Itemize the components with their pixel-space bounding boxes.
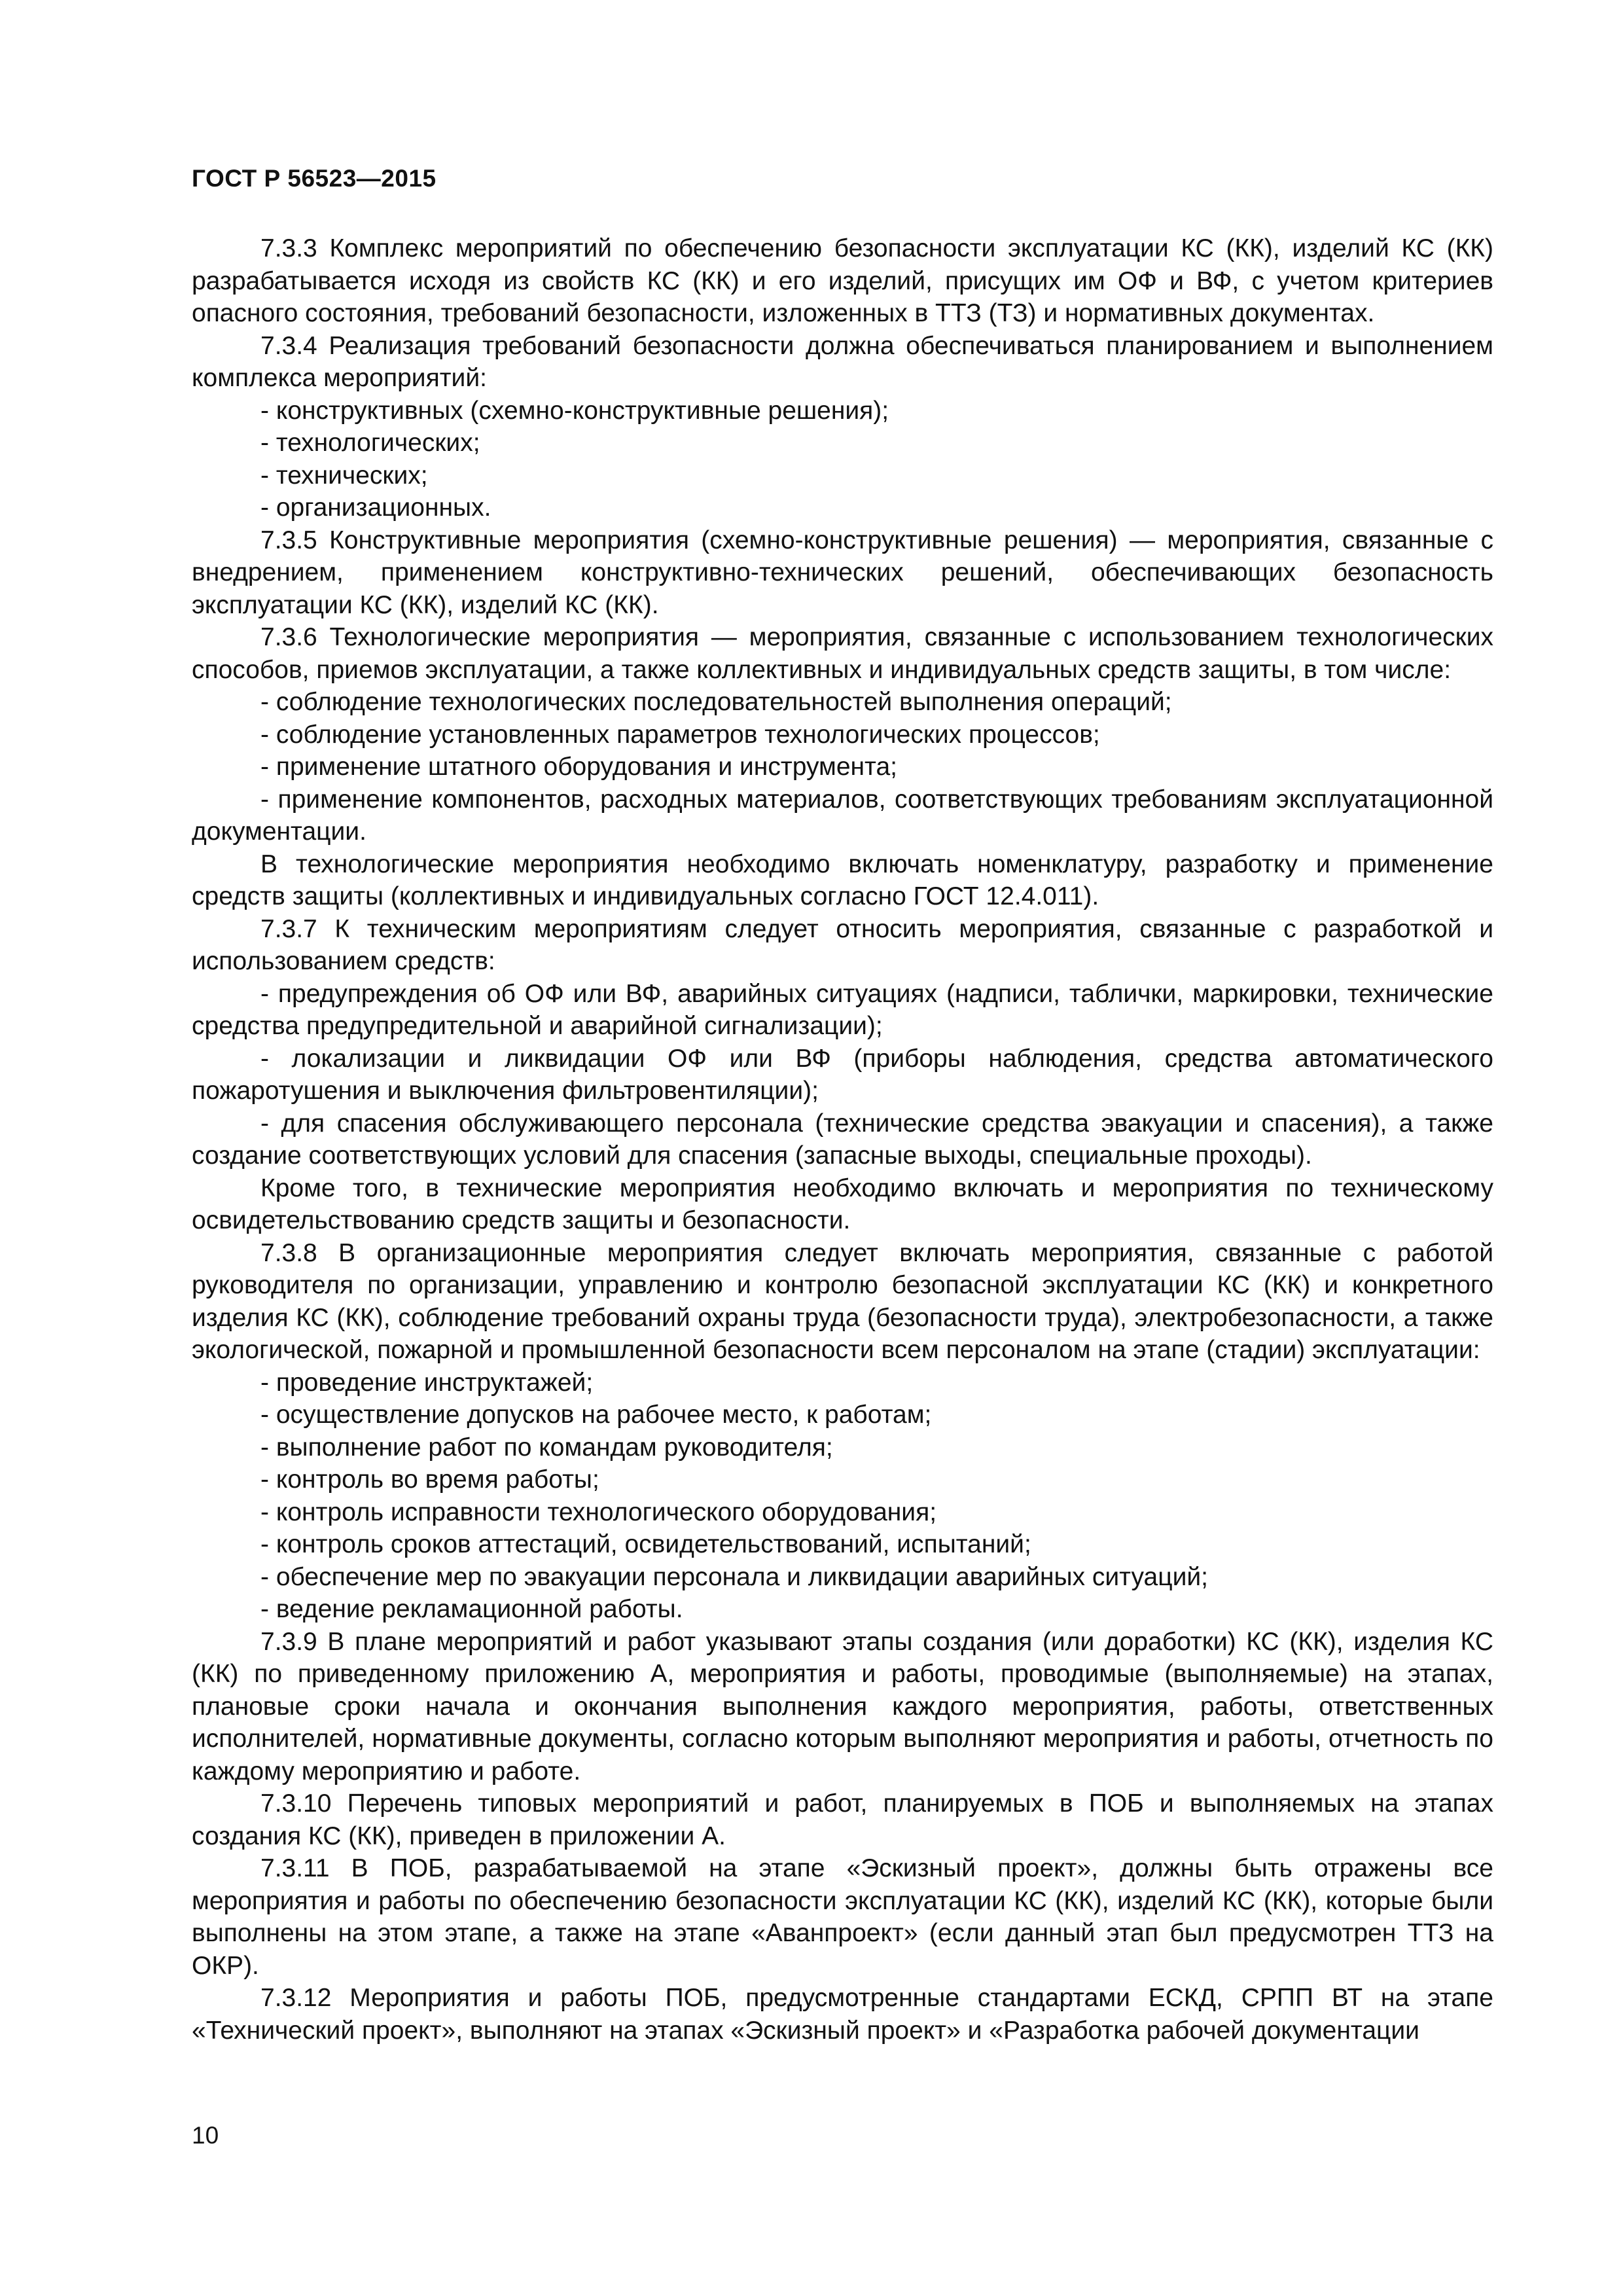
- list-item: - для спасения обслуживающего персонала (технические средства эвакуации и спасения), а также создание соответствующих условий для спасения (запасные выходы, специальные проходы).: [192, 1109, 1493, 1170]
- paragraph-7-3-7: 7.3.7 К техническим мероприятиям следует относить мероприятия, связанные с разработкой и использованием средств:: [192, 914, 1493, 975]
- list-item: - локализации и ликвидации ОФ или ВФ (приборы наблюдения, средства автоматического пожаротушения и выключения фильтровентиляции);: [192, 1044, 1493, 1105]
- paragraph-7-3-8: 7.3.8 В организационные мероприятия следует включать мероприятия, связанные с работой руководителя по организации, управлению и контролю безопасной эксплуатации КС (КК) и конкретного изделия КС (КК), соблюдение требований охраны труда (безопасности труда), электробезопасности, а также экологической, пожарной и промышленной безопасности всем персоналом на этапе (стадии) эксплуатации:: [192, 1238, 1493, 1364]
- paragraph-7-3-3: 7.3.3 Комплекс мероприятий по обеспечению безопасности эксплуатации КС (КК), изделий КС (КК) разрабатывается исходя из свойств КС (КК) и его изделий, присущих им ОФ и ВФ, с учетом критериев опасного состояния, требований безопасности, изложенных в ТТЗ (ТЗ) и нормативных документах.: [192, 234, 1493, 327]
- standard-header: ГОСТ Р 56523—2015: [192, 165, 437, 192]
- paragraph-7-3-10: 7.3.10 Перечень типовых мероприятий и работ, планируемых в ПОБ и выполняемых на этапах создания КС (КК), приведен в приложении А.: [192, 1789, 1493, 1850]
- list-item: - соблюдение установленных параметров технологических процессов;: [260, 720, 1100, 749]
- paragraph-7-3-12: 7.3.12 Мероприятия и работы ПОБ, предусмотренные стандартами ЕСКД, СРПП ВТ на этапе «Технический проект», выполняют на этапах «Эскизный проект» и «Разработка рабочей документации: [192, 1984, 1493, 2045]
- list-item: - обеспечение мер по эвакуации персонала и ликвидации аварийных ситуаций;: [260, 1562, 1208, 1591]
- list-item: - ведение рекламационной работы.: [260, 1595, 683, 1623]
- list-item: - осуществление допусков на рабочее место, к работам;: [260, 1401, 932, 1429]
- paragraph-7-3-9: 7.3.9 В плане мероприятий и работ указывают этапы создания (или доработки) КС (КК), изделия КС (КК) по приведенному приложению А, мероприятия и работы, проводимые (выполняемые) на этапах, плановые сроки начала и окончания выполнения каждого мероприятия, работы, ответственных исполнителей, нормативные документы, согласно которым выполняют мероприятия и работы, отчетность по каждому мероприятию и работе.: [192, 1627, 1493, 1785]
- list-item: - технических;: [260, 461, 428, 490]
- paragraph-7-3-11: 7.3.11 В ПОБ, разрабатываемой на этапе «Эскизный проект», должны быть отражены все мероприятия и работы по обеспечению безопасности эксплуатации КС (КК), изделий КС (КК), которые были выполнены на этом этапе, а также на этапе «Аванпроект» (если данный этап был предусмотрен ТТЗ на ОКР).: [192, 1854, 1493, 1980]
- list-item: - выполнение работ по командам руководителя;: [260, 1433, 833, 1462]
- paragraph-technical-inspection: Кроме того, в технические мероприятия необходимо включать и мероприятия по техническому освидетельствованию средств защиты и безопасности.: [192, 1174, 1493, 1234]
- list-item: - контроль сроков аттестаций, освидетельствований, испытаний;: [260, 1530, 1031, 1558]
- list-item: - организационных.: [260, 493, 491, 522]
- list-item: - технологических;: [260, 429, 480, 457]
- paragraph-7-3-6: 7.3.6 Технологические мероприятия — мероприятия, связанные с использованием технологических способов, приемов эксплуатации, а также коллективных и индивидуальных средств защиты, в том числе:: [192, 623, 1493, 684]
- list-item: - применение штатного оборудования и инструмента;: [260, 753, 898, 781]
- list-item: - предупреждения об ОФ или ВФ, аварийных ситуациях (надписи, таблички, маркировки, технические средства предупредительной и аварийной сигнализации);: [192, 979, 1493, 1040]
- list-item: - проведение инструктажей;: [260, 1368, 594, 1397]
- document-body: [192, 232, 1493, 2047]
- list-item: - контроль исправности технологического оборудования;: [260, 1498, 937, 1526]
- paragraph-7-3-5: 7.3.5 Конструктивные мероприятия (схемно-конструктивные решения) — мероприятия, связанные с внедрением, применением конструктивно-технических решений, обеспечивающих безопасность эксплуатации КС (КК), изделий КС (КК).: [192, 526, 1493, 619]
- paragraph-7-3-4: 7.3.4 Реализация требований безопасности должна обеспечиваться планированием и выполнением комплекса мероприятий:: [192, 331, 1493, 392]
- list-item: - соблюдение технологических последовательностей выполнения операций;: [260, 688, 1172, 716]
- list-item: - применение компонентов, расходных материалов, соответствующих требованиям эксплуатационной документации.: [192, 785, 1493, 846]
- paragraph-protective-means: В технологические мероприятия необходимо включать номенклатуру, разработку и применение средств защиты (коллективных и индивидуальных согласно ГОСТ 12.4.011).: [192, 850, 1493, 910]
- list-item: - контроль во время работы;: [260, 1465, 599, 1494]
- page-number: 10: [192, 2122, 219, 2149]
- list-item: - конструктивных (схемно-конструктивные решения);: [260, 396, 889, 425]
